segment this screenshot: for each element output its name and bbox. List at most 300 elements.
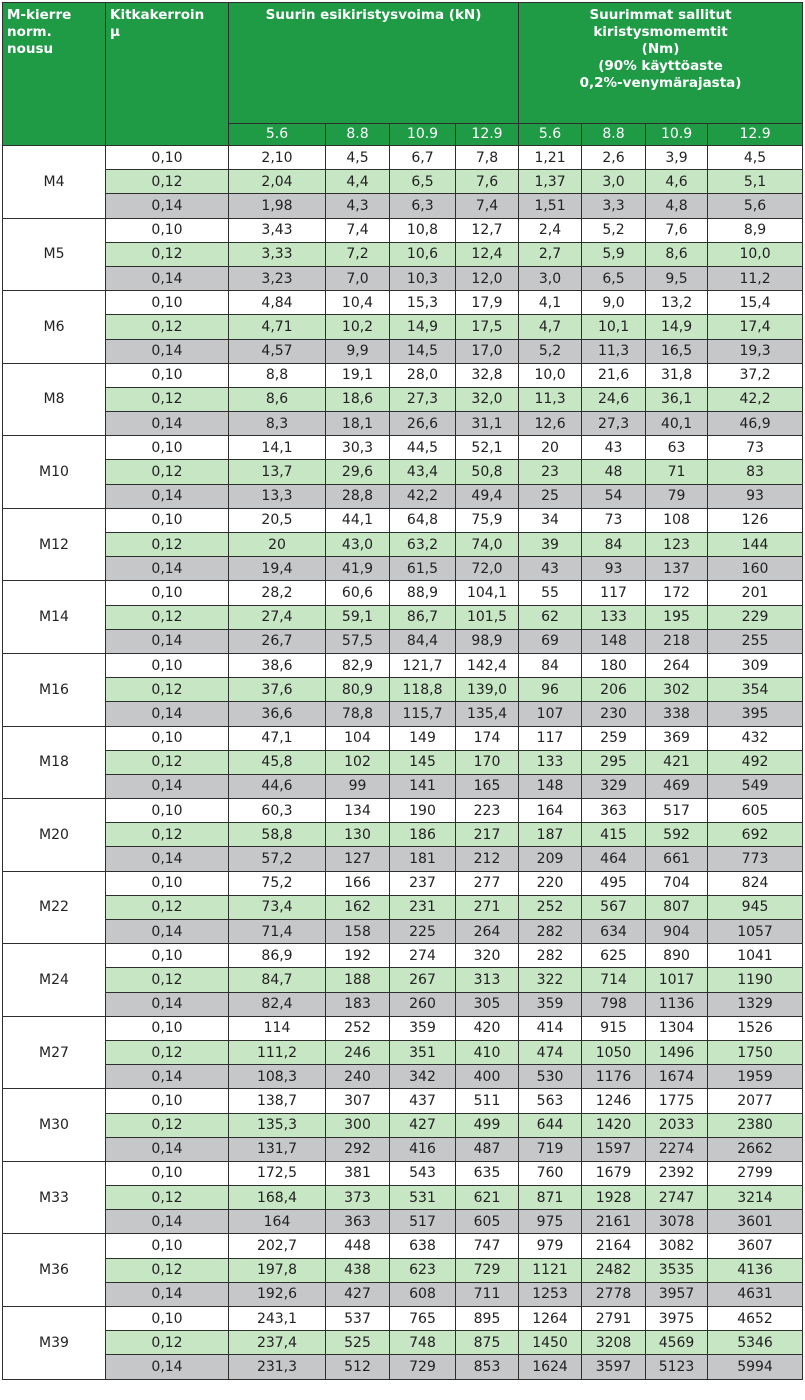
preload-force-cell: 7,4 bbox=[326, 218, 390, 242]
torque-cell: 395 bbox=[708, 702, 803, 726]
torque-cell: 1928 bbox=[582, 1186, 646, 1210]
preload-force-cell: 7,4 bbox=[456, 194, 519, 218]
preload-force-cell: 60,3 bbox=[229, 799, 326, 823]
preload-force-cell: 165 bbox=[456, 774, 519, 798]
torque-cell: 5,9 bbox=[582, 242, 646, 266]
preload-force-cell: 531 bbox=[390, 1186, 456, 1210]
preload-force-cell: 10,6 bbox=[390, 242, 456, 266]
torque-cell: 563 bbox=[519, 1089, 582, 1113]
torque-cell: 363 bbox=[582, 799, 646, 823]
preload-force-cell: 252 bbox=[326, 1016, 390, 1040]
preload-force-cell: 20,5 bbox=[229, 508, 326, 532]
preload-force-cell: 44,5 bbox=[390, 436, 456, 460]
preload-force-cell: 102 bbox=[326, 750, 390, 774]
preload-force-cell: 292 bbox=[326, 1137, 390, 1161]
torque-cell: 1,21 bbox=[519, 146, 582, 170]
preload-force-cell: 4,4 bbox=[326, 170, 390, 194]
friction-cell: 0,14 bbox=[106, 484, 229, 508]
torque-cell: 73 bbox=[582, 508, 646, 532]
table-row bbox=[3, 847, 803, 871]
friction-cell: 0,12 bbox=[106, 1258, 229, 1282]
torque-cell: 1679 bbox=[582, 1161, 646, 1185]
torque-cell: 93 bbox=[582, 557, 646, 581]
preload-force-cell: 359 bbox=[390, 1016, 456, 1040]
preload-force-cell: 80,9 bbox=[326, 678, 390, 702]
preload-force-cell: 130 bbox=[326, 823, 390, 847]
preload-force-cell: 26,7 bbox=[229, 629, 326, 653]
preload-force-cell: 50,8 bbox=[456, 460, 519, 484]
preload-force-cell: 104 bbox=[326, 726, 390, 750]
torque-cell: 3,0 bbox=[519, 266, 582, 290]
preload-force-cell: 166 bbox=[326, 871, 390, 895]
preload-force-cell: 42,2 bbox=[390, 484, 456, 508]
preload-force-cell: 271 bbox=[456, 895, 519, 919]
strength-class-header: 10.9 bbox=[390, 124, 456, 146]
preload-force-cell: 264 bbox=[456, 920, 519, 944]
friction-cell: 0,10 bbox=[106, 436, 229, 460]
preload-force-cell: 729 bbox=[456, 1258, 519, 1282]
torque-cell: 160 bbox=[708, 557, 803, 581]
torque-cell: 432 bbox=[708, 726, 803, 750]
preload-force-cell: 88,9 bbox=[390, 581, 456, 605]
torque-cell: 31,8 bbox=[646, 363, 708, 387]
preload-force-cell: 223 bbox=[456, 799, 519, 823]
torque-cell: 464 bbox=[582, 847, 646, 871]
torque-cell: 23 bbox=[519, 460, 582, 484]
table-row bbox=[3, 871, 803, 895]
preload-force-cell: 12,4 bbox=[456, 242, 519, 266]
friction-cell: 0,12 bbox=[106, 678, 229, 702]
torque-cell: 7,6 bbox=[646, 218, 708, 242]
preload-force-cell: 75,2 bbox=[229, 871, 326, 895]
torque-cell: 975 bbox=[519, 1210, 582, 1234]
torque-cell: 21,6 bbox=[582, 363, 646, 387]
torque-cell: 4569 bbox=[646, 1331, 708, 1355]
preload-force-cell: 19,1 bbox=[326, 363, 390, 387]
friction-cell: 0,10 bbox=[106, 291, 229, 315]
preload-force-cell: 31,1 bbox=[456, 412, 519, 436]
preload-force-cell: 231 bbox=[390, 895, 456, 919]
torque-cell: 209 bbox=[519, 847, 582, 871]
thread-size-cell: M8 bbox=[3, 363, 106, 436]
preload-force-cell: 14,9 bbox=[390, 315, 456, 339]
torque-cell: 469 bbox=[646, 774, 708, 798]
preload-force-cell: 487 bbox=[456, 1137, 519, 1161]
table-row bbox=[3, 194, 803, 218]
thread-size-cell: M30 bbox=[3, 1089, 106, 1162]
torque-cell: 8,9 bbox=[708, 218, 803, 242]
torque-cell: 123 bbox=[646, 533, 708, 557]
preload-force-cell: 277 bbox=[456, 871, 519, 895]
preload-force-cell: 623 bbox=[390, 1258, 456, 1282]
torque-cell: 4,5 bbox=[708, 146, 803, 170]
torque-cell: 4631 bbox=[708, 1282, 803, 1306]
table-row bbox=[3, 823, 803, 847]
friction-cell: 0,14 bbox=[106, 920, 229, 944]
torque-cell: 2778 bbox=[582, 1282, 646, 1306]
friction-cell: 0,12 bbox=[106, 1113, 229, 1137]
torque-cell: 605 bbox=[708, 799, 803, 823]
preload-force-cell: 217 bbox=[456, 823, 519, 847]
preload-force-cell: 3,43 bbox=[229, 218, 326, 242]
friction-cell: 0,14 bbox=[106, 1210, 229, 1234]
torque-cell: 1017 bbox=[646, 968, 708, 992]
preload-force-cell: 10,3 bbox=[390, 266, 456, 290]
thread-header-line: nousu bbox=[7, 41, 54, 57]
torque-header-line: (Nm) bbox=[641, 41, 680, 57]
table-row bbox=[3, 484, 803, 508]
torque-cell: 354 bbox=[708, 678, 803, 702]
friction-cell: 0,10 bbox=[106, 726, 229, 750]
torque-cell: 807 bbox=[646, 895, 708, 919]
friction-cell: 0,14 bbox=[106, 1065, 229, 1089]
torque-cell: 107 bbox=[519, 702, 582, 726]
torque-cell: 9,0 bbox=[582, 291, 646, 315]
torque-cell: 4,7 bbox=[519, 315, 582, 339]
torque-cell: 2,4 bbox=[519, 218, 582, 242]
torque-cell: 5346 bbox=[708, 1331, 803, 1355]
torque-cell: 11,2 bbox=[708, 266, 803, 290]
torque-cell: 195 bbox=[646, 605, 708, 629]
torque-cell: 54 bbox=[582, 484, 646, 508]
table-row bbox=[3, 1355, 803, 1379]
preload-force-cell: 517 bbox=[390, 1210, 456, 1234]
preload-force-cell: 78,8 bbox=[326, 702, 390, 726]
torque-cell: 5,2 bbox=[519, 339, 582, 363]
torque-cell: 1050 bbox=[582, 1040, 646, 1064]
preload-force-cell: 17,9 bbox=[456, 291, 519, 315]
torque-cell: 1190 bbox=[708, 968, 803, 992]
friction-cell: 0,10 bbox=[106, 363, 229, 387]
preload-force-cell: 621 bbox=[456, 1186, 519, 1210]
preload-force-cell: 188 bbox=[326, 968, 390, 992]
torque-cell: 46,9 bbox=[708, 412, 803, 436]
torque-cell: 414 bbox=[519, 1016, 582, 1040]
torque-cell: 567 bbox=[582, 895, 646, 919]
preload-force-cell: 115,7 bbox=[390, 702, 456, 726]
preload-force-cell: 875 bbox=[456, 1331, 519, 1355]
preload-force-cell: 7,2 bbox=[326, 242, 390, 266]
preload-force-cell: 19,4 bbox=[229, 557, 326, 581]
table-row bbox=[3, 387, 803, 411]
friction-cell: 0,12 bbox=[106, 533, 229, 557]
preload-force-cell: 1,98 bbox=[229, 194, 326, 218]
friction-cell: 0,14 bbox=[106, 774, 229, 798]
preload-force-cell: 711 bbox=[456, 1282, 519, 1306]
torque-cell: 218 bbox=[646, 629, 708, 653]
table-row bbox=[3, 1258, 803, 1282]
torque-cell: 172 bbox=[646, 581, 708, 605]
torque-cell: 2662 bbox=[708, 1137, 803, 1161]
torque-cell: 4,1 bbox=[519, 291, 582, 315]
torque-cell: 369 bbox=[646, 726, 708, 750]
torque-cell: 3957 bbox=[646, 1282, 708, 1306]
preload-force-cell: 212 bbox=[456, 847, 519, 871]
preload-force-cell: 729 bbox=[390, 1355, 456, 1379]
thread-size-cell: M12 bbox=[3, 508, 106, 581]
preload-force-cell: 82,9 bbox=[326, 653, 390, 677]
preload-force-cell: 164 bbox=[229, 1210, 326, 1234]
preload-force-cell: 135,3 bbox=[229, 1113, 326, 1137]
preload-force-cell: 373 bbox=[326, 1186, 390, 1210]
torque-cell: 1304 bbox=[646, 1016, 708, 1040]
preload-force-cell: 63,2 bbox=[390, 533, 456, 557]
friction-cell: 0,10 bbox=[106, 653, 229, 677]
friction-cell: 0,10 bbox=[106, 1161, 229, 1185]
torque-cell: 1450 bbox=[519, 1331, 582, 1355]
preload-force-cell: 2,04 bbox=[229, 170, 326, 194]
friction-cell: 0,12 bbox=[106, 242, 229, 266]
preload-force-cell: 84,4 bbox=[390, 629, 456, 653]
preload-force-cell: 853 bbox=[456, 1355, 519, 1379]
preload-force-cell: 8,8 bbox=[229, 363, 326, 387]
preload-force-cell: 747 bbox=[456, 1234, 519, 1258]
preload-force-cell: 57,2 bbox=[229, 847, 326, 871]
friction-cell: 0,12 bbox=[106, 1040, 229, 1064]
preload-force-cell: 59,1 bbox=[326, 605, 390, 629]
torque-cell: 133 bbox=[582, 605, 646, 629]
friction-cell: 0,10 bbox=[106, 944, 229, 968]
thread-size-cell: M20 bbox=[3, 799, 106, 872]
preload-force-cell: 45,8 bbox=[229, 750, 326, 774]
torque-cell: 10,0 bbox=[519, 363, 582, 387]
table-row bbox=[3, 1089, 803, 1113]
torque-cell: 1253 bbox=[519, 1282, 582, 1306]
torque-cell: 359 bbox=[519, 992, 582, 1016]
torque-cell: 1597 bbox=[582, 1137, 646, 1161]
preload-force-cell: 44,1 bbox=[326, 508, 390, 532]
torque-cell: 1775 bbox=[646, 1089, 708, 1113]
table-row bbox=[3, 944, 803, 968]
torque-cell: 84 bbox=[519, 653, 582, 677]
strength-class-header: 8.8 bbox=[326, 124, 390, 146]
preload-force-cell: 381 bbox=[326, 1161, 390, 1185]
preload-force-cell: 17,5 bbox=[456, 315, 519, 339]
table-row bbox=[3, 920, 803, 944]
torque-cell: 1246 bbox=[582, 1089, 646, 1113]
preload-force-cell: 6,7 bbox=[390, 146, 456, 170]
friction-cell: 0,12 bbox=[106, 968, 229, 992]
torque-cell: 549 bbox=[708, 774, 803, 798]
torque-cell: 220 bbox=[519, 871, 582, 895]
preload-force-cell: 8,3 bbox=[229, 412, 326, 436]
torque-cell: 530 bbox=[519, 1065, 582, 1089]
preload-force-cell: 134 bbox=[326, 799, 390, 823]
torque-cell: 474 bbox=[519, 1040, 582, 1064]
torque-cell: 1420 bbox=[582, 1113, 646, 1137]
torque-cell: 338 bbox=[646, 702, 708, 726]
preload-force-cell: 537 bbox=[326, 1307, 390, 1331]
torque-cell: 282 bbox=[519, 920, 582, 944]
torque-cell: 187 bbox=[519, 823, 582, 847]
preload-force-cell: 351 bbox=[390, 1040, 456, 1064]
preload-force-cell: 145 bbox=[390, 750, 456, 774]
preload-force-cell: 104,1 bbox=[456, 581, 519, 605]
preload-force-cell: 82,4 bbox=[229, 992, 326, 1016]
preload-force-cell: 260 bbox=[390, 992, 456, 1016]
torque-cell: 5,1 bbox=[708, 170, 803, 194]
preload-force-cell: 26,6 bbox=[390, 412, 456, 436]
table-row bbox=[3, 992, 803, 1016]
torque-cell: 6,5 bbox=[582, 266, 646, 290]
torque-cell: 69 bbox=[519, 629, 582, 653]
friction-cell: 0,12 bbox=[106, 315, 229, 339]
torque-cell: 3208 bbox=[582, 1331, 646, 1355]
torque-cell: 3214 bbox=[708, 1186, 803, 1210]
torque-cell: 1750 bbox=[708, 1040, 803, 1064]
table-row bbox=[3, 774, 803, 798]
torque-cell: 2392 bbox=[646, 1161, 708, 1185]
preload-force-cell: 7,0 bbox=[326, 266, 390, 290]
torque-cell: 144 bbox=[708, 533, 803, 557]
torque-cell: 83 bbox=[708, 460, 803, 484]
torque-cell: 3082 bbox=[646, 1234, 708, 1258]
torque-cell: 148 bbox=[519, 774, 582, 798]
thread-header-line: norm. bbox=[7, 24, 52, 40]
table-row bbox=[3, 968, 803, 992]
friction-cell: 0,10 bbox=[106, 508, 229, 532]
table-row bbox=[3, 1065, 803, 1089]
table-row bbox=[3, 242, 803, 266]
preload-force-cell: 99 bbox=[326, 774, 390, 798]
preload-force-cell: 73,4 bbox=[229, 895, 326, 919]
preload-force-cell: 608 bbox=[390, 1282, 456, 1306]
preload-force-cell: 43,0 bbox=[326, 533, 390, 557]
torque-cell: 96 bbox=[519, 678, 582, 702]
preload-force-cell: 4,71 bbox=[229, 315, 326, 339]
torque-cell: 945 bbox=[708, 895, 803, 919]
preload-force-cell: 158 bbox=[326, 920, 390, 944]
preload-force-cell: 400 bbox=[456, 1065, 519, 1089]
torque-cell: 27,3 bbox=[582, 412, 646, 436]
torque-cell: 1526 bbox=[708, 1016, 803, 1040]
preload-force-cell: 114 bbox=[229, 1016, 326, 1040]
torque-cell: 2747 bbox=[646, 1186, 708, 1210]
torque-cell: 322 bbox=[519, 968, 582, 992]
preload-force-cell: 427 bbox=[390, 1113, 456, 1137]
preload-force-cell: 499 bbox=[456, 1113, 519, 1137]
torque-cell: 714 bbox=[582, 968, 646, 992]
preload-force-cell: 192 bbox=[326, 944, 390, 968]
preload-force-cell: 10,2 bbox=[326, 315, 390, 339]
torque-cell: 252 bbox=[519, 895, 582, 919]
preload-force-cell: 895 bbox=[456, 1307, 519, 1331]
torque-cell: 3535 bbox=[646, 1258, 708, 1282]
table-row bbox=[3, 315, 803, 339]
torque-cell: 3,9 bbox=[646, 146, 708, 170]
thread-size-cell: M16 bbox=[3, 653, 106, 726]
torque-cell: 2,7 bbox=[519, 242, 582, 266]
preload-force-cell: 512 bbox=[326, 1355, 390, 1379]
preload-force-cell: 543 bbox=[390, 1161, 456, 1185]
friction-cell: 0,12 bbox=[106, 823, 229, 847]
table-row bbox=[3, 291, 803, 315]
friction-cell: 0,10 bbox=[106, 581, 229, 605]
preload-force-cell: 525 bbox=[326, 1331, 390, 1355]
preload-force-cell: 638 bbox=[390, 1234, 456, 1258]
torque-cell: 137 bbox=[646, 557, 708, 581]
torque-cell: 133 bbox=[519, 750, 582, 774]
preload-force-cell: 635 bbox=[456, 1161, 519, 1185]
torque-cell: 34 bbox=[519, 508, 582, 532]
table-row bbox=[3, 1137, 803, 1161]
preload-force-cell: 121,7 bbox=[390, 653, 456, 677]
preload-force-cell: 8,6 bbox=[229, 387, 326, 411]
torque-cell: 48 bbox=[582, 460, 646, 484]
torque-cell: 329 bbox=[582, 774, 646, 798]
torque-cell: 1,37 bbox=[519, 170, 582, 194]
strength-class-header: 8.8 bbox=[582, 124, 646, 146]
preload-force-cell: 10,8 bbox=[390, 218, 456, 242]
thread-size-cell: M14 bbox=[3, 581, 106, 654]
torque-cell: 1624 bbox=[519, 1355, 582, 1379]
preload-force-cell: 86,9 bbox=[229, 944, 326, 968]
torque-cell: 19,3 bbox=[708, 339, 803, 363]
friction-cell: 0,14 bbox=[106, 266, 229, 290]
preload-force-cell: 47,1 bbox=[229, 726, 326, 750]
torque-cell: 2164 bbox=[582, 1234, 646, 1258]
preload-force-cell: 4,57 bbox=[229, 339, 326, 363]
torque-cell: 692 bbox=[708, 823, 803, 847]
preload-force-cell: 61,5 bbox=[390, 557, 456, 581]
table-row bbox=[3, 605, 803, 629]
torque-cell: 1136 bbox=[646, 992, 708, 1016]
table-row bbox=[3, 363, 803, 387]
torque-cell: 1176 bbox=[582, 1065, 646, 1089]
preload-force-cell: 49,4 bbox=[456, 484, 519, 508]
torque-cell: 4,6 bbox=[646, 170, 708, 194]
table-row bbox=[3, 678, 803, 702]
thread-header-line: M-kierre bbox=[7, 7, 72, 23]
torque-cell: 2274 bbox=[646, 1137, 708, 1161]
preload-force-cell: 410 bbox=[456, 1040, 519, 1064]
torque-cell: 773 bbox=[708, 847, 803, 871]
torque-cell: 1041 bbox=[708, 944, 803, 968]
preload-force-cell: 108,3 bbox=[229, 1065, 326, 1089]
preload-force-cell: 111,2 bbox=[229, 1040, 326, 1064]
torque-cell: 5123 bbox=[646, 1355, 708, 1379]
preload-force-cell: 14,1 bbox=[229, 436, 326, 460]
preload-force-cell: 139,0 bbox=[456, 678, 519, 702]
preload-force-cell: 131,7 bbox=[229, 1137, 326, 1161]
torque-cell: 890 bbox=[646, 944, 708, 968]
preload-force-cell: 12,7 bbox=[456, 218, 519, 242]
torque-cell: 9,5 bbox=[646, 266, 708, 290]
torque-cell: 10,1 bbox=[582, 315, 646, 339]
torque-cell: 5,2 bbox=[582, 218, 646, 242]
preload-force-cell: 101,5 bbox=[456, 605, 519, 629]
preload-force-cell: 416 bbox=[390, 1137, 456, 1161]
bolt-torque-table bbox=[2, 2, 803, 1380]
friction-cell: 0,12 bbox=[106, 1331, 229, 1355]
preload-force-cell: 30,3 bbox=[326, 436, 390, 460]
table-row bbox=[3, 799, 803, 823]
friction-header-line: µ bbox=[110, 24, 120, 40]
friction-cell: 0,10 bbox=[106, 218, 229, 242]
preload-force-cell: 202,7 bbox=[229, 1234, 326, 1258]
torque-cell: 93 bbox=[708, 484, 803, 508]
torque-cell: 264 bbox=[646, 653, 708, 677]
torque-cell: 180 bbox=[582, 653, 646, 677]
preload-force-cell: 305 bbox=[456, 992, 519, 1016]
torque-cell: 704 bbox=[646, 871, 708, 895]
preload-force-cell: 438 bbox=[326, 1258, 390, 1282]
preload-force-cell: 243,1 bbox=[229, 1307, 326, 1331]
preload-force-cell: 300 bbox=[326, 1113, 390, 1137]
preload-force-cell: 192,6 bbox=[229, 1282, 326, 1306]
preload-force-cell: 6,3 bbox=[390, 194, 456, 218]
preload-force-cell: 9,9 bbox=[326, 339, 390, 363]
